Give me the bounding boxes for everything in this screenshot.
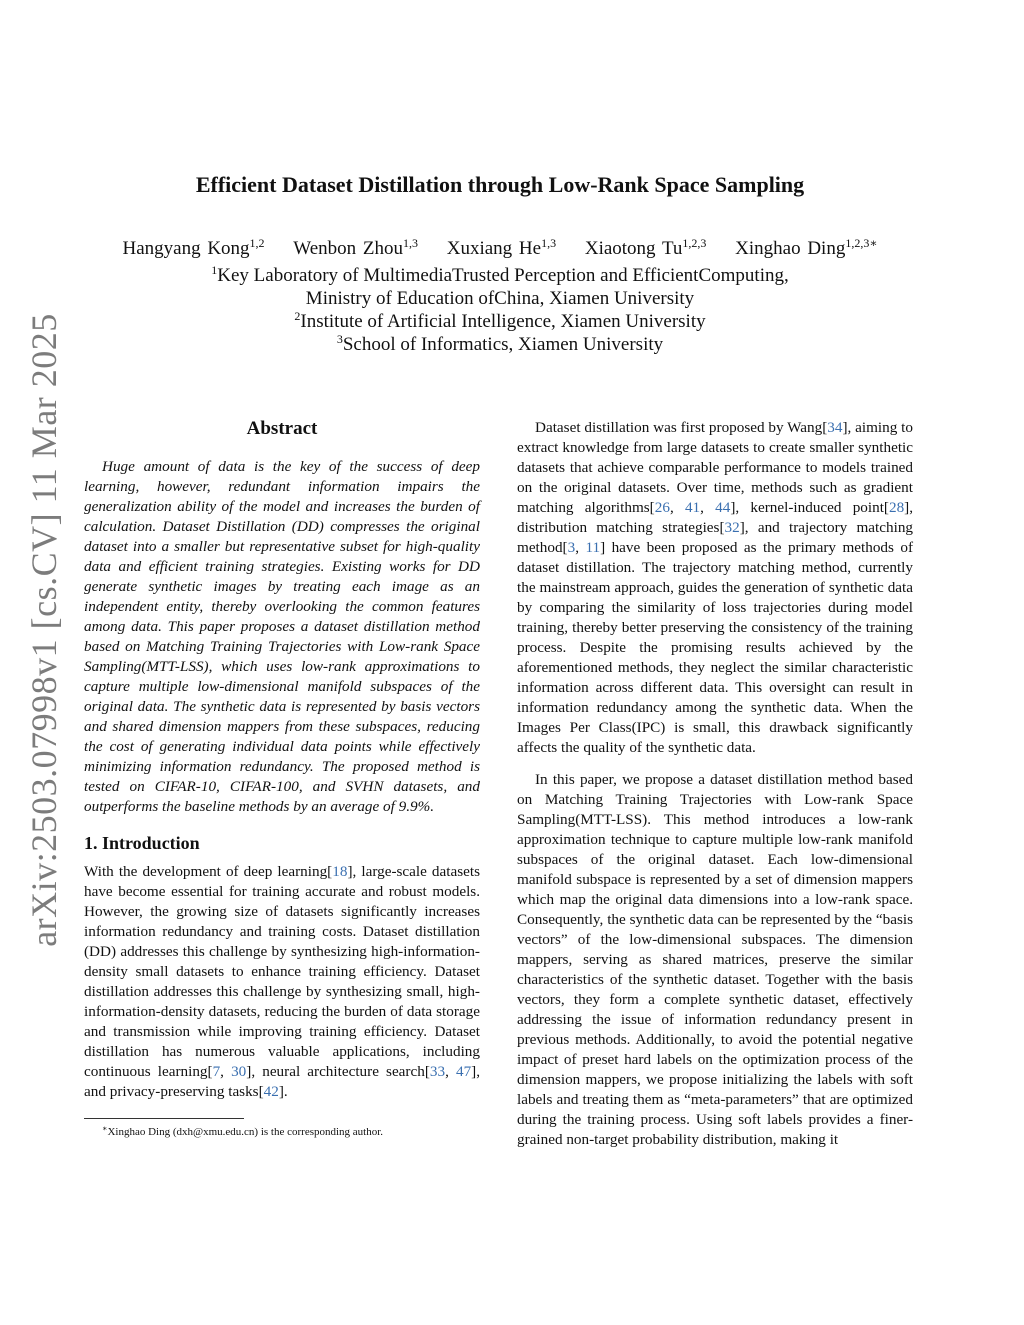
- citation-link[interactable]: 3: [567, 539, 576, 556]
- citation-link[interactable]: 47: [455, 1063, 472, 1080]
- footnote-rule: [84, 1118, 244, 1119]
- left-column: [84, 418, 480, 1139]
- abstract-heading: Abstract: [246, 418, 318, 439]
- author: Xuxiang He$^{1,3}$: [446, 236, 557, 259]
- citation-link[interactable]: 33: [429, 1063, 446, 1080]
- author: Wenbon Zhou$^{1,3}$: [293, 236, 418, 259]
- right-column: [517, 418, 913, 1150]
- citation-link[interactable]: 41: [684, 499, 701, 516]
- intro-paragraph-2: Dataset distillation was first proposed by Wang[34], aiming to extract knowledge from large datasets to create smaller synthetic datasets that achieve comparable performance to models trained on the original datasets. Over time, methods such as gradient matching algorithms[26, 41, 44], kernel-induced point[28], distribution matching strategies[32], and trajectory matching method[3, 11] have been proposed as the primary methods of dataset distillation. The trajectory matching method, currently the mainstream approach, guides the generation of synthetic data by comparing the similarity of loss trajectories during model training, thereby better preserving the consistency of the training process. Despite the promising results achieved by the aforementioned methods, they neglect the similar characteristic information across different data. This oversight can result in information redundancy among the synthetic data. When the Images Per Class(IPC) is small, this drawback significantly affects the quality of the synthetic data.: [517, 419, 914, 756]
- citation-link[interactable]: 32: [724, 519, 740, 536]
- citation-link[interactable]: 30: [231, 1063, 247, 1080]
- author: Xiaotong Tu$^{1,2,3}$: [584, 236, 707, 259]
- citation-link[interactable]: 42: [263, 1083, 279, 1100]
- citation-link[interactable]: 26: [654, 499, 670, 516]
- affiliation: $^1$Key Laboratory of MultimediaTrusted Perception and EfficientComputing,: [211, 263, 789, 286]
- abstract-text: Huge amount of data is the key of the success of deep learning, however, redundant information impairs the generalization ability of the model and increases the burden of calculation. Dataset Distillation (DD) compresses the original dataset into a smaller but representative subset for high-quality data and efficient training strategies. Existing works for DD generate synthetic images by treating each image as an independent entity, thereby overlooking the common features among data. This paper proposes a dataset distillation method based on Matching Training Trajectories with Low-rank Space Sampling(MTT-LSS), which uses low-rank approximations to capture multiple low-dimensional manifold subspaces of the original data. The synthetic data is represented by basis vectors and shared dimension mappers from these subspaces, reducing the cost of generating individual data points while effectively minimizing information redundancy. The proposed method is tested on CIFAR-10, CIFAR-100, and SVHN datasets, and outperforms the baseline methods by an average of 9.9%.: [84, 458, 480, 815]
- citation-link[interactable]: 34: [827, 419, 843, 436]
- intro-paragraph-3: In this paper, we propose a dataset distillation method based on Matching Training Trajectories with Low-rank Space Sampling(MTT-LSS). This method introduces a low-rank approximation technique to capture multiple low-rank manifold subspaces of the original dataset. Each low-dimensional manifold subspace is represented by a set of dimension mappers which map the original data dimensions into a low-rank space. Consequently, the synthetic data can be represented by the “basis vectors” of the low-dimensional subspaces. The dimension mappers, serving as shared matrices, preserve the similar characteristics of the synthetic dataset. Together with the basis vectors, they form a complete synthetic dataset, effectively addressing the issue of information redundancy present in previous methods. Additionally, to avoid the potential negative impact of preset hard labels on the optimization process of the dimension mappers, we propose initializing the labels with soft labels and treating them as “meta-parameters” that are optimized during the training process. Using soft labels provides a finer-grained non-target probability distribution, making it: [517, 771, 913, 1148]
- citation-link[interactable]: 7: [212, 1063, 221, 1080]
- intro-paragraph-1: With the development of deep learning[18], large-scale datasets have become essential for training accurate and robust models. However, the growing size of datasets significantly increases information redundancy and training costs. Dataset distillation (DD) addresses this challenge by synthesizing high-information-density small datasets to enhance training efficiency. Dataset distillation addresses this challenge by synthesizing small, high-information-density datasets, reducing the burden of data storage and transmission while improving training efficiency. Dataset distillation has numerous valuable applications, including continuous learning[7, 30], neural architecture search[33, 47], and privacy-preserving tasks[42].: [84, 863, 481, 1100]
- author: Xinghao Ding$^{1,2,3∗}$: [735, 236, 878, 259]
- footnote: ∗Xinghao Ding (dxh@xmu.edu.cn) is the corresponding author.: [102, 1124, 384, 1138]
- citation-link[interactable]: 18: [332, 863, 348, 880]
- affiliation: Ministry of Education ofChina, Xiamen University: [305, 288, 695, 309]
- affiliation: $^2$Institute of Artificial Intelligence, Xiamen University: [294, 309, 706, 332]
- affiliations: [0, 264, 1000, 356]
- citation-link[interactable]: 28: [888, 499, 905, 516]
- introduction-heading: 1. Introduction: [84, 833, 200, 853]
- paper-title: Efficient Dataset Distillation through Low-Rank Space Sampling: [195, 172, 805, 197]
- citation-link[interactable]: 44: [715, 499, 731, 516]
- author: Hangyang Kong$^{1,2}$: [122, 236, 265, 259]
- author-list: [0, 238, 1000, 260]
- affiliation: $^3$School of Informatics, Xiamen University: [336, 332, 664, 355]
- arxiv-id[interactable]: arXiv:2503.07998v1 [cs.CV] 11 Mar 2025: [24, 313, 64, 947]
- citation-link[interactable]: 11: [585, 539, 601, 556]
